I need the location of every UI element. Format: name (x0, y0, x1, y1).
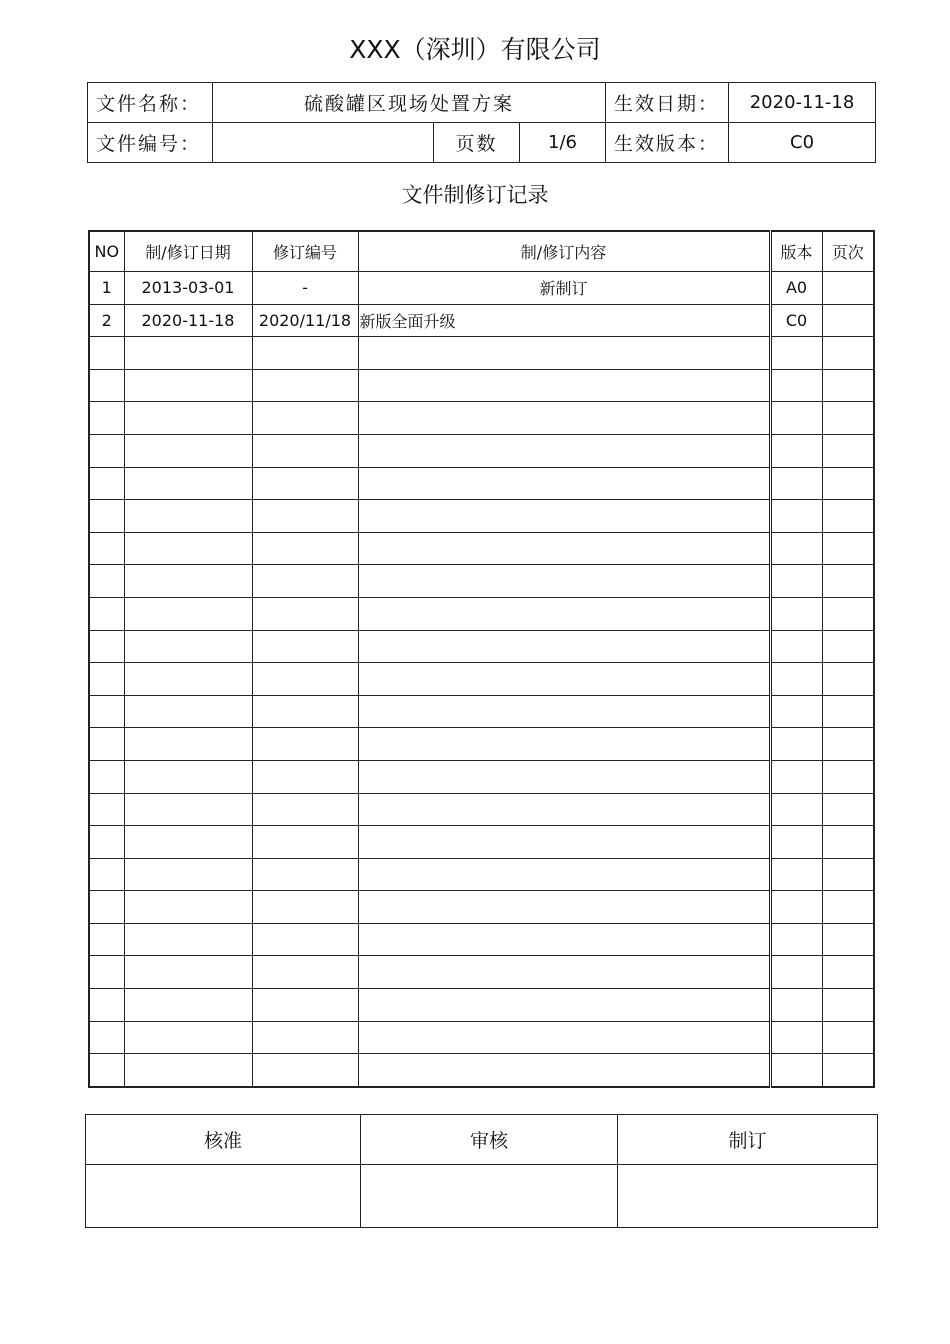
cell-date (124, 532, 252, 565)
table-row (89, 532, 874, 565)
cell-no (89, 434, 124, 467)
cell-pages (822, 630, 874, 663)
table-row (89, 858, 874, 891)
cell-version (770, 434, 822, 467)
revision-record-table (88, 230, 875, 1088)
cell-pages (822, 467, 874, 500)
cell-content (358, 630, 770, 663)
cell-date (124, 1021, 252, 1054)
cell-content (358, 793, 770, 826)
cell-rev-no (252, 760, 358, 793)
cell-rev-no (252, 500, 358, 533)
cell-version (770, 956, 822, 989)
prepare-label: 制订 (618, 1115, 878, 1165)
revision-record-title: 文件制修订记录 (401, 183, 549, 207)
cell-no (89, 630, 124, 663)
cell-content (358, 402, 770, 435)
cell-version (770, 500, 822, 533)
cell-no (89, 760, 124, 793)
prepare-signature-cell (618, 1165, 878, 1228)
file-name-label: 文件名称： (88, 83, 213, 123)
cell-pages (822, 989, 874, 1022)
cell-version: C0 (770, 304, 822, 337)
table-row (89, 663, 874, 696)
review-label: 审核 (361, 1115, 618, 1165)
table-row (89, 1021, 874, 1054)
cell-content (358, 858, 770, 891)
cell-date (124, 402, 252, 435)
cell-version (770, 793, 822, 826)
cell-pages (822, 500, 874, 533)
table-row (89, 793, 874, 826)
cell-no (89, 565, 124, 598)
table-row (89, 597, 874, 630)
cell-date (124, 728, 252, 761)
table-row (89, 500, 874, 533)
file-name-value: 硫酸罐区现场处置方案 (213, 83, 606, 123)
cell-date (124, 858, 252, 891)
cell-no (89, 891, 124, 924)
cell-pages (822, 1054, 874, 1087)
cell-content (358, 663, 770, 696)
cell-rev-no (252, 402, 358, 435)
cell-no (89, 923, 124, 956)
cell-no (89, 500, 124, 533)
approve-label: 核准 (86, 1115, 361, 1165)
col-header-no: NO (89, 231, 124, 272)
cell-rev-no (252, 695, 358, 728)
cell-no (89, 402, 124, 435)
table-row (89, 467, 874, 500)
cell-date (124, 760, 252, 793)
cell-no (89, 369, 124, 402)
table-row (89, 1054, 874, 1087)
cell-no (89, 597, 124, 630)
table-row (89, 565, 874, 598)
file-no-value (213, 123, 434, 163)
cell-version (770, 532, 822, 565)
cell-rev-no (252, 923, 358, 956)
cell-no (89, 663, 124, 696)
effective-date-label: 生效日期： (606, 83, 729, 123)
cell-pages (822, 597, 874, 630)
col-header-content: 制/修订内容 (358, 231, 770, 272)
cell-rev-no (252, 989, 358, 1022)
cell-rev-no (252, 826, 358, 859)
cell-rev-no: - (252, 272, 358, 305)
cell-date (124, 956, 252, 989)
table-row (89, 272, 874, 305)
cell-date (124, 891, 252, 924)
col-header-pages: 页次 (822, 231, 874, 272)
cell-no (89, 793, 124, 826)
cell-pages (822, 858, 874, 891)
cell-rev-no (252, 858, 358, 891)
cell-content (358, 467, 770, 500)
col-header-rev-no: 修订编号 (252, 231, 358, 272)
cell-content: 新版全面升级 (358, 304, 770, 337)
cell-version (770, 597, 822, 630)
cell-version (770, 630, 822, 663)
cell-pages (822, 891, 874, 924)
cell-content (358, 826, 770, 859)
cell-pages (822, 434, 874, 467)
revision-header-row (89, 231, 874, 272)
cell-rev-no (252, 956, 358, 989)
cell-rev-no: 2020/11/18 (252, 304, 358, 337)
col-header-version: 版本 (770, 231, 822, 272)
cell-no (89, 695, 124, 728)
cell-pages (822, 793, 874, 826)
table-row (89, 891, 874, 924)
cell-version: A0 (770, 272, 822, 305)
cell-pages (822, 956, 874, 989)
cell-pages (822, 402, 874, 435)
cell-no (89, 1054, 124, 1087)
cell-rev-no (252, 728, 358, 761)
cell-date (124, 369, 252, 402)
cell-content: 新制订 (358, 272, 770, 305)
cell-content (358, 369, 770, 402)
cell-version (770, 369, 822, 402)
cell-rev-no (252, 565, 358, 598)
cell-version (770, 1054, 822, 1087)
table-row (89, 369, 874, 402)
cell-content (358, 532, 770, 565)
cell-date (124, 337, 252, 370)
cell-date: 2020-11-18 (124, 304, 252, 337)
cell-date (124, 630, 252, 663)
cell-rev-no (252, 793, 358, 826)
cell-pages (822, 532, 874, 565)
cell-rev-no (252, 434, 358, 467)
cell-date (124, 434, 252, 467)
cell-rev-no (252, 532, 358, 565)
cell-pages (822, 826, 874, 859)
cell-version (770, 989, 822, 1022)
cell-content (358, 760, 770, 793)
table-row (89, 695, 874, 728)
cell-no (89, 532, 124, 565)
table-row (89, 956, 874, 989)
cell-pages (822, 304, 874, 337)
file-no-label: 文件编号： (88, 123, 213, 163)
cell-pages (822, 369, 874, 402)
cell-version (770, 760, 822, 793)
cell-content (358, 597, 770, 630)
cell-rev-no (252, 1054, 358, 1087)
table-row (89, 402, 874, 435)
cell-version (770, 565, 822, 598)
version-value: C0 (729, 123, 876, 163)
cell-date (124, 826, 252, 859)
cell-date (124, 695, 252, 728)
cell-date (124, 989, 252, 1022)
cell-rev-no (252, 467, 358, 500)
cell-version (770, 337, 822, 370)
cell-pages (822, 565, 874, 598)
cell-rev-no (252, 597, 358, 630)
table-row (89, 760, 874, 793)
cell-content (358, 695, 770, 728)
cell-date (124, 663, 252, 696)
table-row (89, 989, 874, 1022)
cell-no (89, 858, 124, 891)
cell-no (89, 826, 124, 859)
cell-pages (822, 728, 874, 761)
cell-pages (822, 923, 874, 956)
cell-version (770, 402, 822, 435)
cell-content (358, 337, 770, 370)
cell-rev-no (252, 891, 358, 924)
cell-date (124, 565, 252, 598)
cell-rev-no (252, 337, 358, 370)
cell-no: 1 (89, 272, 124, 305)
cell-content (358, 728, 770, 761)
cell-content (358, 565, 770, 598)
cell-no (89, 467, 124, 500)
effective-date-value: 2020-11-18 (729, 83, 876, 123)
cell-no (89, 1021, 124, 1054)
table-row (89, 630, 874, 663)
cell-no: 2 (89, 304, 124, 337)
cell-version (770, 695, 822, 728)
info-row-1 (88, 83, 876, 123)
cell-date (124, 467, 252, 500)
revision-rows (89, 272, 874, 1087)
cell-date (124, 923, 252, 956)
cell-pages (822, 272, 874, 305)
cell-version (770, 467, 822, 500)
table-row (89, 826, 874, 859)
signature-row (86, 1165, 878, 1228)
signature-table (85, 1114, 878, 1228)
cell-rev-no (252, 663, 358, 696)
cell-pages (822, 695, 874, 728)
table-row (89, 337, 874, 370)
cell-date: 2013-03-01 (124, 272, 252, 305)
cell-content (358, 891, 770, 924)
version-label: 生效版本： (606, 123, 729, 163)
pages-label: 页数 (434, 123, 520, 163)
cell-rev-no (252, 369, 358, 402)
cell-version (770, 728, 822, 761)
document-info-table (87, 82, 876, 163)
signature-header-row (86, 1115, 878, 1165)
cell-no (89, 337, 124, 370)
cell-pages (822, 760, 874, 793)
table-row (89, 304, 874, 337)
cell-date (124, 793, 252, 826)
approve-signature-cell (86, 1165, 361, 1228)
company-name: XXX（深圳）有限公司 (349, 35, 601, 64)
cell-no (89, 989, 124, 1022)
cell-version (770, 826, 822, 859)
cell-version (770, 1021, 822, 1054)
cell-content (358, 434, 770, 467)
cell-content (358, 500, 770, 533)
cell-rev-no (252, 1021, 358, 1054)
cell-no (89, 728, 124, 761)
cell-content (358, 923, 770, 956)
cell-rev-no (252, 630, 358, 663)
cell-version (770, 858, 822, 891)
cell-content (358, 956, 770, 989)
cell-content (358, 989, 770, 1022)
table-row (89, 923, 874, 956)
cell-content (358, 1021, 770, 1054)
col-header-date: 制/修订日期 (124, 231, 252, 272)
cell-version (770, 891, 822, 924)
cell-date (124, 597, 252, 630)
cell-version (770, 923, 822, 956)
table-row (89, 728, 874, 761)
pages-value: 1/6 (520, 123, 606, 163)
cell-pages (822, 663, 874, 696)
table-row (89, 434, 874, 467)
cell-pages (822, 1021, 874, 1054)
cell-date (124, 500, 252, 533)
info-row-2 (88, 123, 876, 163)
cell-pages (822, 337, 874, 370)
cell-no (89, 956, 124, 989)
cell-content (358, 1054, 770, 1087)
cell-version (770, 663, 822, 696)
cell-date (124, 1054, 252, 1087)
review-signature-cell (361, 1165, 618, 1228)
